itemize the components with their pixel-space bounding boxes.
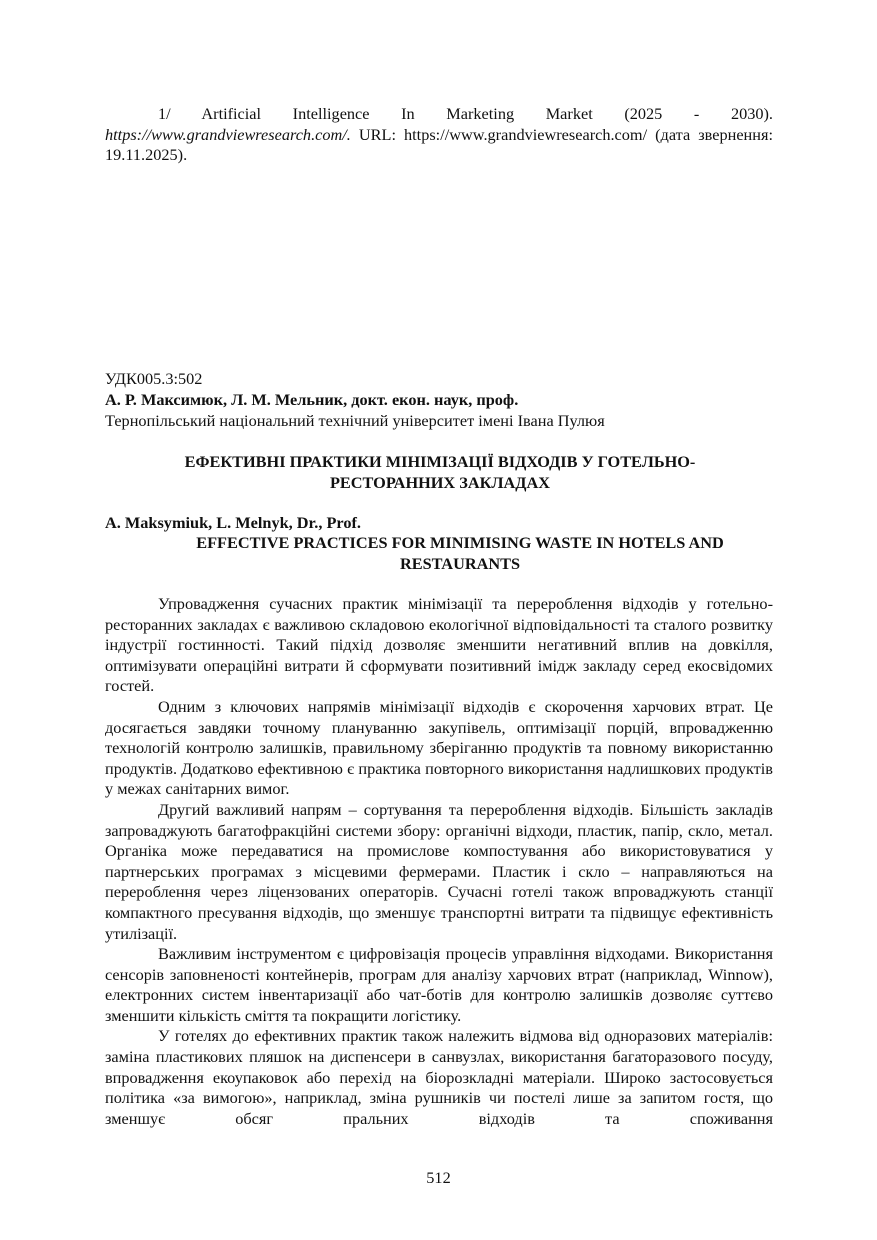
title-ukrainian-line-2: РЕСТОРАННИХ ЗАКЛАДАХ	[329, 472, 551, 492]
title-ukrainian-line-1: ЕФЕКТИВНІ ПРАКТИКИ МІНІМІЗАЦІЇ ВІДХОДІВ У ГОТЕЛЬНО-	[184, 452, 696, 471]
reference-entry	[105, 104, 773, 166]
body-paragraph: Другий важливий напрям – сортування та перероблення відходів. Більшість закладів запроваджують багатофракційні системи збору: органічні відходи, пластик, папір, скло, метал. Органіка може передаватися на промислове компостування або використовуватися у партнерських програмах з місцевими фермерами. Пластик і скло – направляються на перероблення через ліцензованих операторів. Сучасні готелі також впроваджують станції компактного пресування відходів, що зменшує транспортні витрати та підвищує ефективність утилізації.	[105, 799, 773, 943]
title-english-line-1: EFFECTIVE PRACTICES FOR MINIMISING WASTE IN HOTELS AND	[196, 533, 724, 552]
article-body	[105, 594, 773, 1129]
reference-url[interactable]: https://www.grandviewresearch.com/	[404, 124, 648, 144]
title-english	[100, 533, 820, 574]
reference-number: 1/	[158, 104, 171, 123]
udc-code: УДК005.3:502	[105, 369, 203, 388]
body-paragraph: Одним з ключових напрямів мінімізації відходів є скорочення харчових втрат. Це досягається завдяки точному плануванню закупівель, оптимізації порцій, впровадженню технологій контролю залишків, правильному зберіганню продуктів та повному використанню продуктів. Додатково ефективною є практика повторного використання надлишкових продуктів у межах санітарних вимог.	[105, 696, 773, 799]
authors-english: A. Maksymiuk, L. Melnyk, Dr., Prof.	[105, 513, 361, 532]
reference-title: Artificial Intelligence In Marketing Market (2025 - 2030).	[201, 104, 774, 123]
reference-access-date: (дата звернення: 19.11.2025).	[105, 124, 773, 165]
affiliation: Тернопільський національний технічний університет імені Івана Пулюя	[105, 411, 605, 430]
page-number: 512	[426, 1168, 451, 1187]
title-ukrainian	[90, 452, 790, 493]
body-paragraph: Упровадження сучасних практик мінімізації та перероблення відходів у готельно-ресторанних закладах є важливою складовою екологічної відповідальності та сталого розвитку індустрії гостинності. Такий підхід дозволяє зменшити негативний вплив на довкілля, оптимізувати операційні витрати й сформувати позитивний імідж закладу серед екосвідомих гостей.	[105, 594, 773, 696]
title-english-line-2: RESTAURANTS	[399, 553, 521, 573]
body-paragraph: Важливим інструментом є цифровізація процесів управління відходами. Використання сенсорів заповненості контейнерів, програм для аналізу харчових втрат (наприклад, Winnow), електронних систем інвентаризації або чат-ботів для контролю залишків дозволяє суттєво зменшити кількість сміття та покращити логістику.	[105, 944, 773, 1025]
body-paragraph: У готелях до ефективних практик також належить відмова від одноразових матеріалів: заміна пластикових пляшок на диспенсери в санвузлах, використання багаторазового посуду, впровадження екоупаковок або перехід на біорозкладні матеріали. Широко застосовується політика «за вимогою», наприклад, зміна рушників чи постелі лише за запитом гостя, що зменшує обсяг пральних відходів та споживання	[105, 1026, 773, 1128]
authors-ukrainian: А. Р. Максимюк, Л. М. Мельник, докт. екон. наук, проф.	[105, 390, 519, 409]
reference-url-label: URL:	[358, 124, 396, 144]
reference-italic-url[interactable]: https://www.grandviewresearch.com/.	[105, 124, 351, 144]
